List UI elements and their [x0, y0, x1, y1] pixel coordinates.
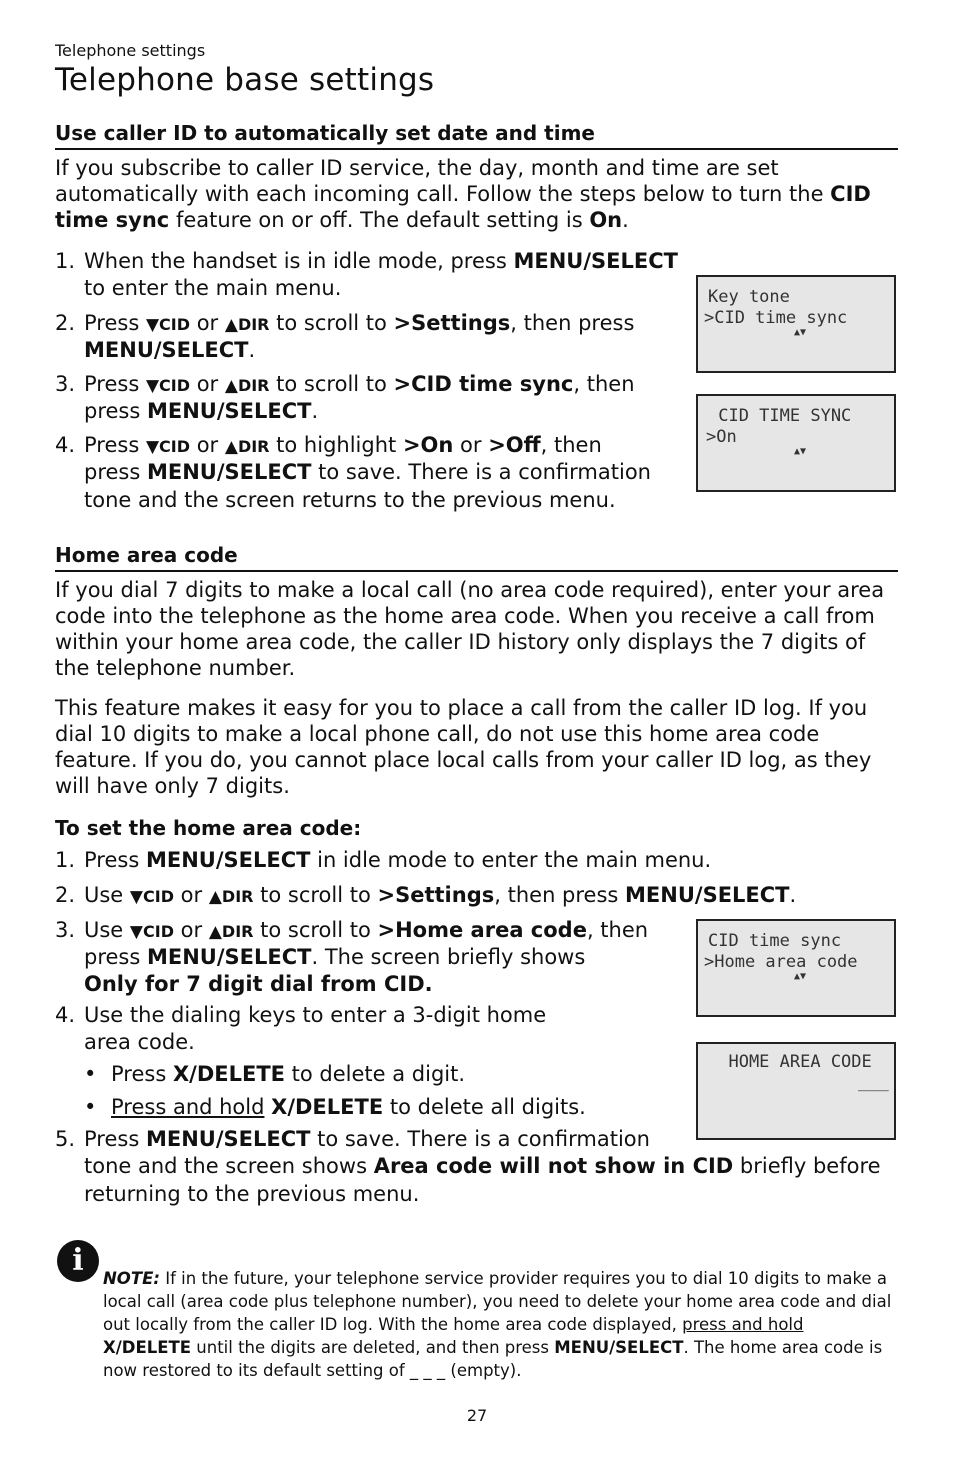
handset-screen-cid-time-sync-menu: CID time sync >Home area code ▲▼: [696, 919, 896, 1017]
note-text: NOTE: If in the future, your telephone service provider requires you to dial 10 digits to make a local call (area code plus telephone number), you need to delete your home area code and dial out locally from the caller ID log. With the home area code displayed, press and hold X/DELETE until the digits are deleted, and then press MENU/SELECT. The home area code is now restored to its default setting of _ _ _ (empty).: [103, 1269, 892, 1380]
down-triangle-icon: ▼: [145, 376, 160, 396]
handset-screen-home-area-code: HOME AREA CODE ___: [696, 1042, 896, 1140]
home-area-para-2: This feature makes it easy for you to place a call from the caller ID log. If you dial 10 digits to make a local phone call, do not use this home area code feature. If you do, you cannot place local calls from your caller ID log, as they will have only 7 digits.: [55, 696, 872, 798]
home-bullet-2: • Press and hold X/DELETE to delete all digits.: [84, 1095, 586, 1119]
cid-step-3: 3. Press ▼CID or ▲DIR to scroll to >CID time sync, then press MENU/SELECT.: [55, 372, 635, 423]
home-area-para-1: If you dial 7 digits to make a local call (no area code required), enter your area code into the telephone as the home area code. When you receive a call from within your home area code, the caller ID history only displays the 7 digits of the telephone number.: [55, 578, 885, 680]
section-label: Telephone settings: [55, 41, 206, 60]
down-triangle-icon: ▼: [129, 922, 143, 942]
home-area-subheading: To set the home area code:: [55, 816, 362, 840]
cid-sync-heading: Use caller ID to automatically set date and time: [55, 121, 898, 150]
cid-step-2: 2. Press ▼CID or ▲DIR to scroll to >Settings, then press MENU/SELECT.: [55, 311, 635, 362]
info-icon: i: [57, 1240, 99, 1282]
up-triangle-icon: ▲: [224, 315, 238, 335]
handset-screen-cid-time-sync: CID TIME SYNC >On ▲▼: [696, 394, 896, 492]
up-triangle-icon: ▲: [208, 922, 222, 942]
scroll-arrows-icon: ▲▼: [794, 327, 807, 338]
down-triangle-icon: ▼: [129, 887, 143, 907]
home-step-3: 3. Use ▼CID or ▲DIR to scroll to >Home area code, then press MENU/SELECT. The screen briefly shows Only for 7 digit dial from CID.: [55, 918, 649, 996]
up-triangle-icon: ▲: [208, 887, 222, 907]
cid-step-1: 1. When the handset is in idle mode, press MENU/SELECT to enter the main menu.: [55, 249, 678, 300]
up-triangle-icon: ▲: [224, 437, 238, 457]
home-bullet-1: • Press X/DELETE to delete a digit.: [84, 1062, 466, 1086]
home-step-5: 5. Press MENU/SELECT to save. There is a confirmation tone and the screen shows Area code will not show in CID briefly before returning to the previous menu.: [55, 1127, 881, 1206]
scroll-arrows-icon: ▲▼: [794, 446, 807, 457]
home-step-1: 1. Press MENU/SELECT in idle mode to enter the main menu.: [55, 848, 712, 872]
cid-step-4: 4. Press ▼CID or ▲DIR to highlight >On or >Off, then press MENU/SELECT to save. There is a confirmation tone and the screen returns to the previous menu.: [55, 433, 651, 512]
home-area-heading: Home area code: [55, 543, 898, 572]
scroll-arrows-icon: ▲▼: [794, 971, 807, 982]
home-step-2: 2. Use ▼CID or ▲DIR to scroll to >Settings, then press MENU/SELECT.: [55, 883, 797, 907]
handset-screen-keytone: Key tone >CID time sync ▲▼: [696, 275, 896, 373]
home-step-4: 4. Use the dialing keys to enter a 3-digit home area code.: [55, 1003, 547, 1054]
down-triangle-icon: ▼: [145, 437, 160, 457]
page-number: 27: [466, 1406, 488, 1425]
up-triangle-icon: ▲: [224, 376, 238, 396]
page-title: Telephone base settings: [55, 62, 435, 98]
cid-sync-intro: If you subscribe to caller ID service, the day, month and time are set automatically with each incoming call. Follow the steps below to turn the CID time sync feature on or off. The default setting is On.: [55, 156, 871, 232]
down-triangle-icon: ▼: [145, 315, 160, 335]
